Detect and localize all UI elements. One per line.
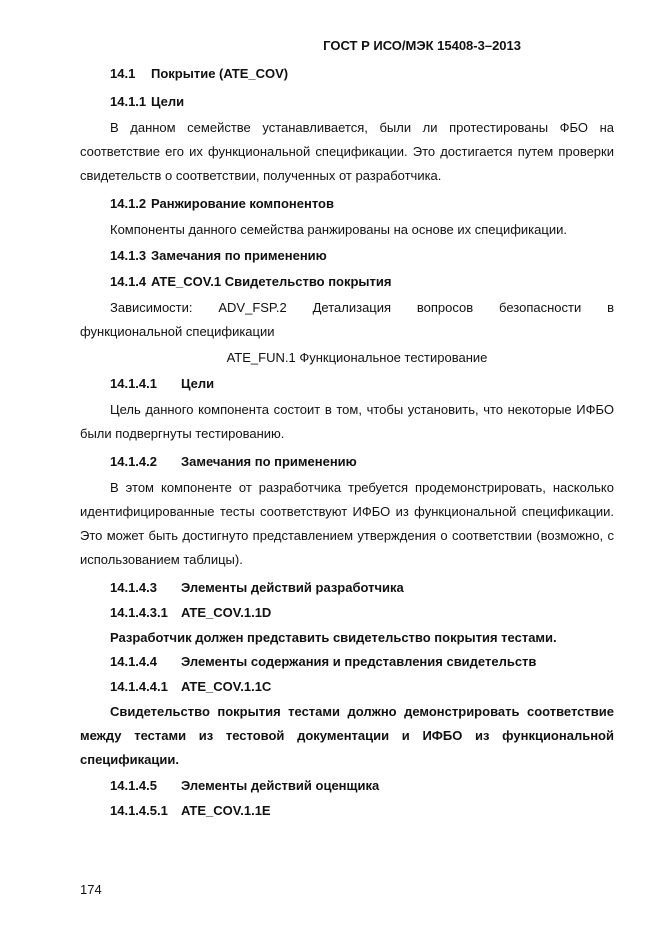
dependency-word: вопросов [416, 300, 474, 315]
content-element: Свидетельство покрытия тестами должно демонстрировать соответствие между тестами из тестовой документации и ИФБО из функциональной спецификации. [80, 704, 614, 767]
page-number: 174 [80, 882, 102, 897]
section-title: Покрытие (ATE_COV) [151, 66, 289, 81]
standard-header: ГОСТ Р ИСО/МЭК 15408-3–2013 [323, 38, 521, 53]
section-number: 14.1.4.4 [110, 654, 157, 669]
section-14-1-4-4-1-heading [80, 679, 614, 695]
section-number: 14.1.4.3.1 [110, 605, 168, 620]
developer-action-element: Разработчик должен представить свидетельство покрытия тестами. [110, 630, 557, 645]
section-14-1-4-3-heading [80, 580, 614, 596]
section-14-1-4-3-1-heading [80, 605, 614, 621]
section-number: 14.1 [110, 66, 136, 81]
section-14-1-4-4-heading [80, 654, 614, 670]
dependencies-line [80, 296, 614, 320]
section-title: ATE_COV.1.1D [181, 605, 272, 620]
section-title: ATE_COV.1.1E [181, 803, 271, 818]
section-number: 14.1.4.5 [110, 778, 157, 793]
section-number: 14.1.4.5.1 [110, 803, 168, 818]
section-14-1-heading [80, 66, 614, 82]
section-number: 14.1.4.2 [110, 454, 157, 469]
section-14-1-3-heading [80, 248, 614, 264]
section-number: 14.1.4 [110, 274, 147, 289]
section-number: 14.1.3 [110, 248, 147, 263]
section-title: Элементы действий разработчика [181, 580, 404, 595]
section-title: Элементы содержания и представления свидетельств [181, 654, 537, 669]
section-number: 14.1.4.4.1 [110, 679, 168, 694]
dependency-word: в [607, 300, 614, 315]
section-14-1-4-heading [80, 274, 614, 290]
section-title: ATE_COV.1 Свидетельство покрытия [151, 274, 392, 289]
section-number: 14.1.4.3 [110, 580, 157, 595]
section-title: Замечания по применению [151, 248, 327, 263]
section-number: 14.1.1 [110, 94, 147, 109]
dependency-word: безопасности [499, 300, 582, 315]
section-14-1-4-2-heading [80, 454, 614, 470]
component-objectives-paragraph: Цель данного компонента состоит в том, чтобы установить, что некоторые ИФБО были подвергнуты тестированию. [80, 402, 614, 441]
document-body [80, 66, 614, 819]
section-title: ATE_COV.1.1C [181, 679, 272, 694]
section-number: 14.1.2 [110, 196, 147, 211]
section-14-1-4-1-heading [80, 376, 614, 392]
section-title: Цели [151, 94, 185, 109]
dependencies-label: Зависимости: [110, 300, 193, 315]
objectives-paragraph: В данном семействе устанавливается, были ли протестированы ФБО на соответствие его их функциональной спецификации. Это достигается путем проверки свидетельств о соответствии, полученных от разработчика. [80, 120, 614, 183]
dependencies-continuation: функциональной спецификации [80, 324, 275, 339]
dependency-component: ADV_FSP.2 [218, 300, 287, 315]
section-14-1-1-heading [80, 94, 614, 110]
section-14-1-2-heading [80, 196, 614, 212]
section-title: Замечания по применению [181, 454, 357, 469]
dependency-word: Детализация [312, 300, 392, 315]
application-notes-paragraph: В этом компоненте от разработчика требуется продемонстрировать, насколько идентифицированные тесты соответствуют ИФБО из функциональной спецификации. Это может быть достигнуто представлением утверждения о соответствии (возможно, с использованием таблицы). [80, 480, 614, 567]
section-14-1-4-5-heading [80, 778, 614, 794]
section-title: Цели [181, 376, 215, 391]
section-title: Элементы действий оценщика [181, 778, 380, 793]
section-14-1-4-5-1-heading [80, 803, 614, 819]
section-title: Ранжирование компонентов [151, 196, 334, 211]
section-number: 14.1.4.1 [110, 376, 157, 391]
dependency-second: ATE_FUN.1 Функциональное тестирование [226, 350, 488, 365]
ranking-paragraph: Компоненты данного семейства ранжированы на основе их спецификации. [110, 222, 567, 237]
